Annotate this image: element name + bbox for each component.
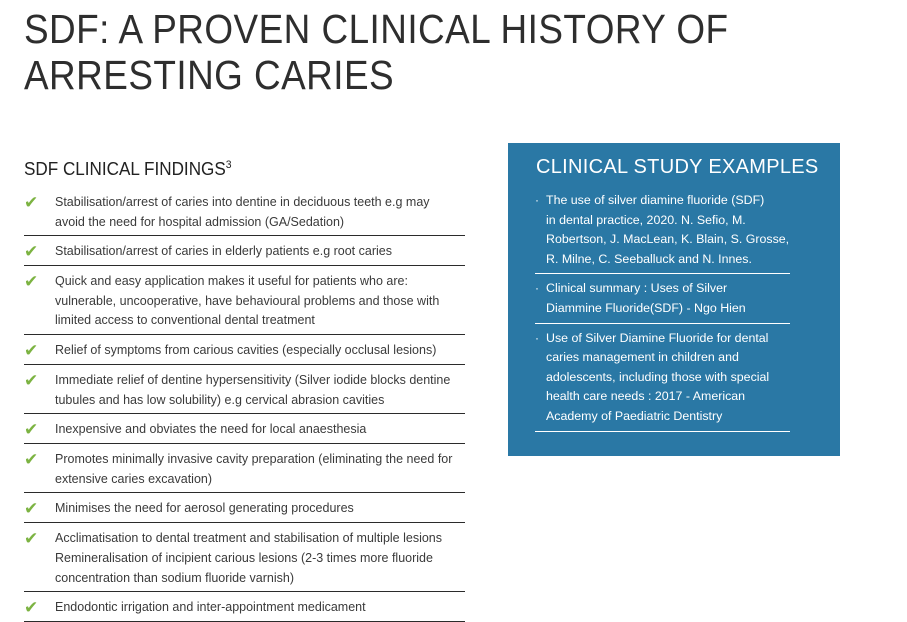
clinical-findings-section xyxy=(24,152,465,622)
bullet-icon: · xyxy=(535,330,539,345)
checkmark-icon: ✔ xyxy=(24,529,39,549)
page-title xyxy=(24,6,729,98)
study-item xyxy=(535,329,790,432)
checkmark-icon: ✔ xyxy=(24,272,39,292)
checkmark-icon: ✔ xyxy=(24,242,39,262)
findings-list xyxy=(24,193,465,622)
finding-text: Relief of symptoms from carious cavities (especially occlusal lesions) xyxy=(55,342,437,357)
checkmark-icon: ✔ xyxy=(24,370,39,390)
finding-text: Quick and easy application makes it useful for patients who are: vulnerable, uncooperative, have behavioural problems and those with limited access to conventional dental treatment xyxy=(55,274,440,328)
study-text: Use of Silver Diamine Fluoride for dental caries management in children and adolescents, including those with special health care needs : 2017 - American Academy of Paediatric Dentistry xyxy=(546,330,770,423)
checkmark-icon: ✔ xyxy=(24,193,39,212)
finding-text: Acclimatisation to dental treatment and stabilisation of multiple lesions Remineralisation of incipient carious lesions (2-3 times more fluoride concentration than sodium fluoride varnish) xyxy=(55,531,443,585)
checkmark-icon: ✔ xyxy=(24,340,39,360)
bullet-icon: · xyxy=(535,193,539,207)
finding-item xyxy=(24,242,465,266)
study-text: The use of silver diamine fluoride (SDF) in dental practice, 2020. N. Sefio, M. Robertson, J. MacLean, K. Blain, S. Grosse, R. Milne, C. Seeballuck and N. Innes. xyxy=(546,193,790,266)
finding-text: Immediate relief of dentine hypersensitivity (Silver iodide blocks dentine tubules and has low solubility) e.g cervical abrasion cavities xyxy=(55,372,451,407)
finding-item xyxy=(24,193,465,236)
checkmark-icon: ✔ xyxy=(24,499,39,519)
finding-item xyxy=(24,450,465,493)
finding-item xyxy=(24,499,465,523)
checkmark-icon: ✔ xyxy=(24,598,39,618)
study-item xyxy=(535,279,790,323)
clinical-study-panel xyxy=(508,143,840,456)
finding-item xyxy=(24,529,465,592)
bullet-icon: · xyxy=(535,281,539,296)
checkmark-icon: ✔ xyxy=(24,450,39,470)
finding-item xyxy=(24,598,465,622)
findings-heading xyxy=(24,152,443,182)
page-title-line-1: SDF: A PROVEN CLINICAL HISTORY OF xyxy=(24,6,729,52)
checkmark-icon: ✔ xyxy=(24,420,39,440)
finding-text: Stabilisation/arrest of caries in elderly patients e.g root caries xyxy=(55,244,392,259)
finding-item xyxy=(24,420,465,444)
study-panel-heading: CLINICAL STUDY EXAMPLES xyxy=(536,156,819,178)
finding-text: Endodontic irrigation and inter-appointment medicament xyxy=(55,600,366,615)
page-title-line-2: ARRESTING CARIES xyxy=(24,52,395,98)
finding-text: Minimises the need for aerosol generating procedures xyxy=(55,501,354,516)
finding-item xyxy=(24,371,465,414)
finding-text: Inexpensive and obviates the need for local anaesthesia xyxy=(55,422,367,437)
finding-text: Promotes minimally invasive cavity preparation (eliminating the need for extensive caries excavation) xyxy=(55,452,453,486)
findings-heading-text: SDF CLINICAL FINDINGS xyxy=(24,159,226,179)
finding-item xyxy=(24,272,465,335)
findings-heading-reference: 3 xyxy=(225,159,232,171)
study-text: Clinical summary : Uses of Silver Diammine Fluoride(SDF) - Ngo Hien xyxy=(546,281,746,315)
finding-text: Stabilisation/arrest of caries into dentine in deciduous teeth e.g may avoid the need for hospital admission (GA/Sedation) xyxy=(55,195,430,229)
study-item xyxy=(535,191,790,274)
finding-item xyxy=(24,341,465,365)
study-list xyxy=(535,191,790,437)
